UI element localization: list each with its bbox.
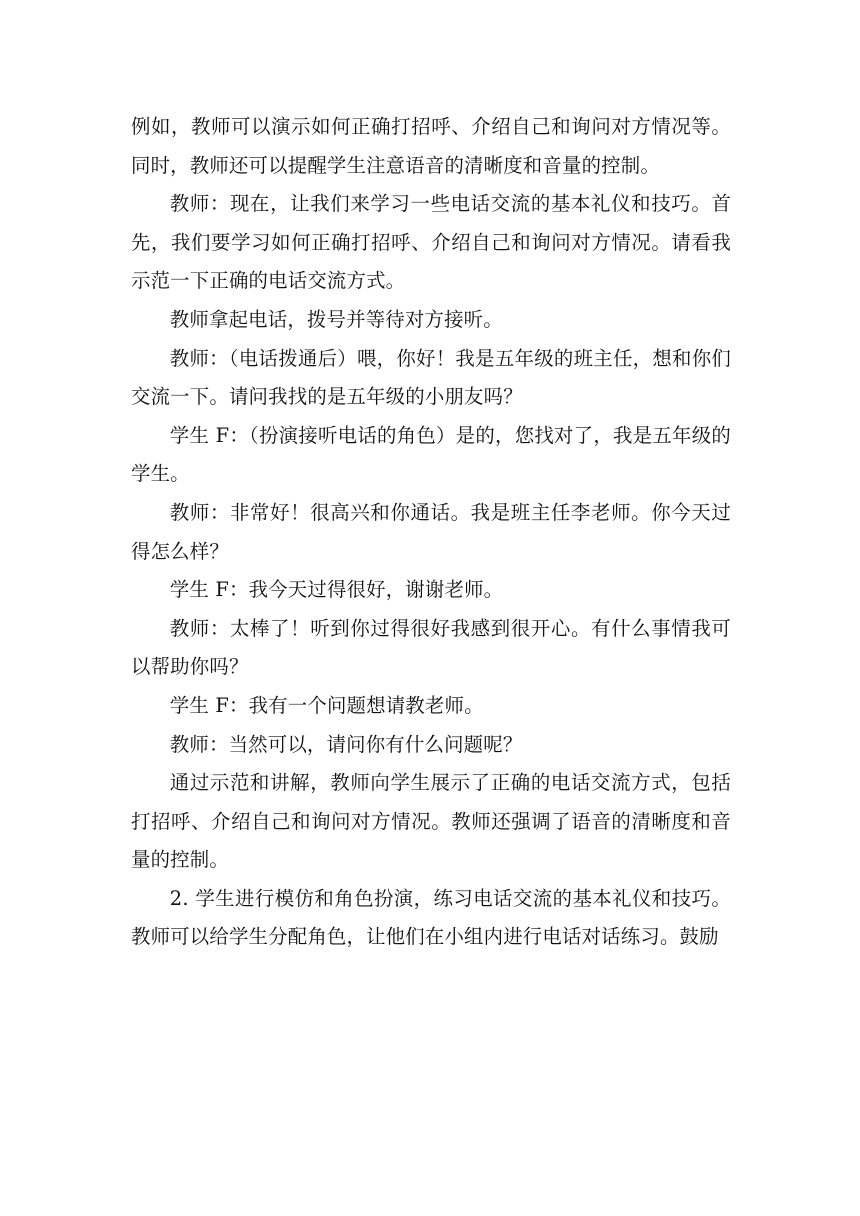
paragraph: 学生 F：（扮演接听电话的角色）是的，您找对了，我是五年级的学生。 [131, 423, 731, 486]
document-body [131, 108, 731, 957]
paragraph: 学生 F：我今天过得很好，谢谢老师。 [169, 578, 504, 602]
paragraph: 教师拿起电话，拨号并等待对方接听。 [169, 307, 503, 331]
paragraph: 教师：当然可以，请问你有什么问题呢？ [169, 732, 523, 756]
paragraph: 教师：非常好！很高兴和你通话。我是班主任李老师。你今天过得怎么样？ [131, 500, 731, 563]
paragraph: 教师：太棒了！听到你过得很好我感到很开心。有什么事情我可以帮助你吗？ [131, 616, 731, 679]
paragraph: 2. 学生进行模仿和角色扮演，练习电话交流的基本礼仪和技巧。教师可以给学生分配角色，让他们在小组内进行电话对话练习。鼓励 [131, 886, 731, 949]
paragraph: 教师：现在，让我们来学习一些电话交流的基本礼仪和技巧。首先，我们要学习如何正确打招呼、介绍自己和询问对方情况。请看我示范一下正确的电话交流方式。 [131, 192, 731, 293]
paragraph: 例如，教师可以演示如何正确打招呼、介绍自己和询问对方情况等。同时，教师还可以提醒学生注意语音的清晰度和音量的控制。 [131, 115, 731, 177]
paragraph: 教师：（电话拨通后）喂，你好！我是五年级的班主任，想和你们交流一下。请问我找的是五年级的小朋友吗？ [131, 346, 731, 409]
paragraph: 学生 F：我有一个问题想请教老师。 [169, 693, 484, 717]
paragraph: 通过示范和讲解，教师向学生展示了正确的电话交流方式，包括打招呼、介绍自己和询问对方情况。教师还强调了语音的清晰度和音量的控制。 [131, 771, 731, 872]
